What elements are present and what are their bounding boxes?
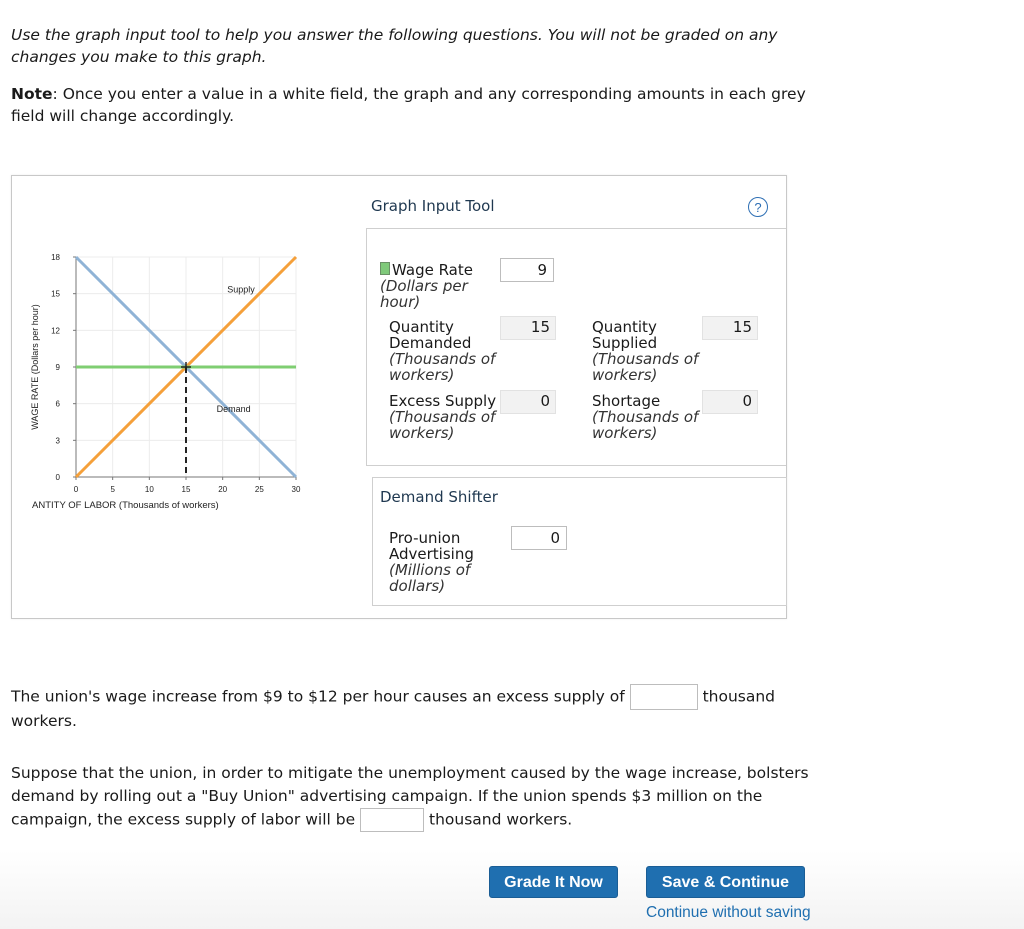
pro-union-advertising-label (389, 530, 489, 594)
question-1-answer-input[interactable] (630, 684, 698, 710)
shortage-label (592, 393, 702, 441)
y-tick-label: 3 (55, 436, 60, 446)
x-tick-label: 5 (110, 485, 115, 494)
labor-market-graph[interactable] (18, 240, 308, 520)
graph-input-tool-title: Graph Input Tool (371, 197, 495, 215)
help-icon[interactable]: ? (748, 197, 768, 217)
quantity-supplied-label (592, 319, 702, 383)
x-tick-label: 10 (144, 485, 154, 494)
y-tick-label: 9 (55, 363, 60, 372)
quantity-supplied-unit: (Thousands of workers) (592, 350, 699, 384)
wage-rate-legend-icon (380, 262, 390, 275)
question-2 (11, 762, 821, 832)
x-tick-label: 0 (73, 485, 79, 494)
x-axis-title: ANTITY OF LABOR (Thousands of workers) (32, 500, 219, 511)
quantity-demanded-unit: (Thousands of workers) (389, 350, 496, 384)
question-1 (11, 684, 821, 733)
supply-curve-label: Supply (227, 284, 255, 295)
y-tick-label: 6 (55, 399, 60, 409)
question-2-text-after: thousand workers. (429, 810, 573, 829)
quantity-demanded-value: 15 (500, 316, 556, 340)
wage-rate-label (380, 262, 490, 310)
instructions-note (11, 83, 831, 127)
quantity-demanded-label-text: Quantity Demanded (389, 318, 472, 352)
y-tick-label: 0 (55, 473, 60, 482)
question-1-text-after: thousand workers. (11, 687, 776, 730)
continue-without-saving-link[interactable]: Continue without saving (646, 904, 811, 921)
y-tick-label: 15 (51, 289, 60, 299)
quantity-demanded-label (389, 319, 499, 383)
excess-supply-unit: (Thousands of workers) (389, 408, 496, 442)
shortage-value: 0 (702, 390, 758, 414)
excess-supply-label (389, 393, 499, 441)
wage-rate-label-text: Wage Rate (392, 261, 473, 279)
excess-supply-label-text: Excess Supply (389, 392, 497, 410)
quantity-supplied-label-text: Quantity Supplied (592, 318, 658, 352)
pro-union-advertising-label-text: Pro-union Advertising (389, 529, 474, 563)
wage-rate-unit: (Dollars per hour) (380, 277, 468, 311)
question-2-answer-input[interactable] (360, 808, 424, 832)
y-tick-label: 12 (51, 326, 60, 336)
save-continue-button[interactable]: Save & Continue (646, 866, 805, 898)
pro-union-advertising-unit: (Millions of dollars) (389, 561, 471, 595)
x-tick-label: 30 (291, 485, 301, 494)
instructions-intro: Use the graph input tool to help you answer the following questions. You will not be graded on any changes you make to this graph. (11, 26, 778, 66)
x-tick-label: 15 (181, 485, 191, 494)
question-2-text: Suppose that the union, in order to mitigate the unemployment caused by the wage increase, bolsters demand by rolling out a "Buy Union" advertising campaign. If the union spends $3 million on the campaign, the excess supply of labor will be (11, 764, 809, 829)
y-axis-title: WAGE RATE (Dollars per hour) (30, 304, 40, 430)
wage-rate-input[interactable]: 9 (500, 258, 554, 282)
pro-union-advertising-input[interactable]: 0 (511, 526, 567, 550)
note-text: : Once you enter a value in a white field, the graph and any corresponding amounts in each grey field will change accordingly. (11, 85, 806, 125)
shortage-unit: (Thousands of workers) (592, 408, 699, 442)
grade-it-now-button[interactable]: Grade It Now (489, 866, 618, 898)
y-tick-label: 18 (51, 253, 60, 262)
note-label: Note (11, 85, 53, 103)
x-tick-label: 25 (254, 485, 264, 494)
question-1-text: The union's wage increase from $9 to $12 per hour causes an excess supply of (11, 687, 625, 706)
demand-curve-label: Demand (216, 404, 251, 415)
quantity-supplied-value: 15 (702, 316, 758, 340)
shortage-label-text: Shortage (592, 392, 661, 410)
x-tick-label: 20 (218, 485, 228, 494)
excess-supply-value: 0 (500, 390, 556, 414)
demand-shifter-title: Demand Shifter (380, 488, 498, 506)
labor-market-chart[interactable] (18, 240, 308, 520)
